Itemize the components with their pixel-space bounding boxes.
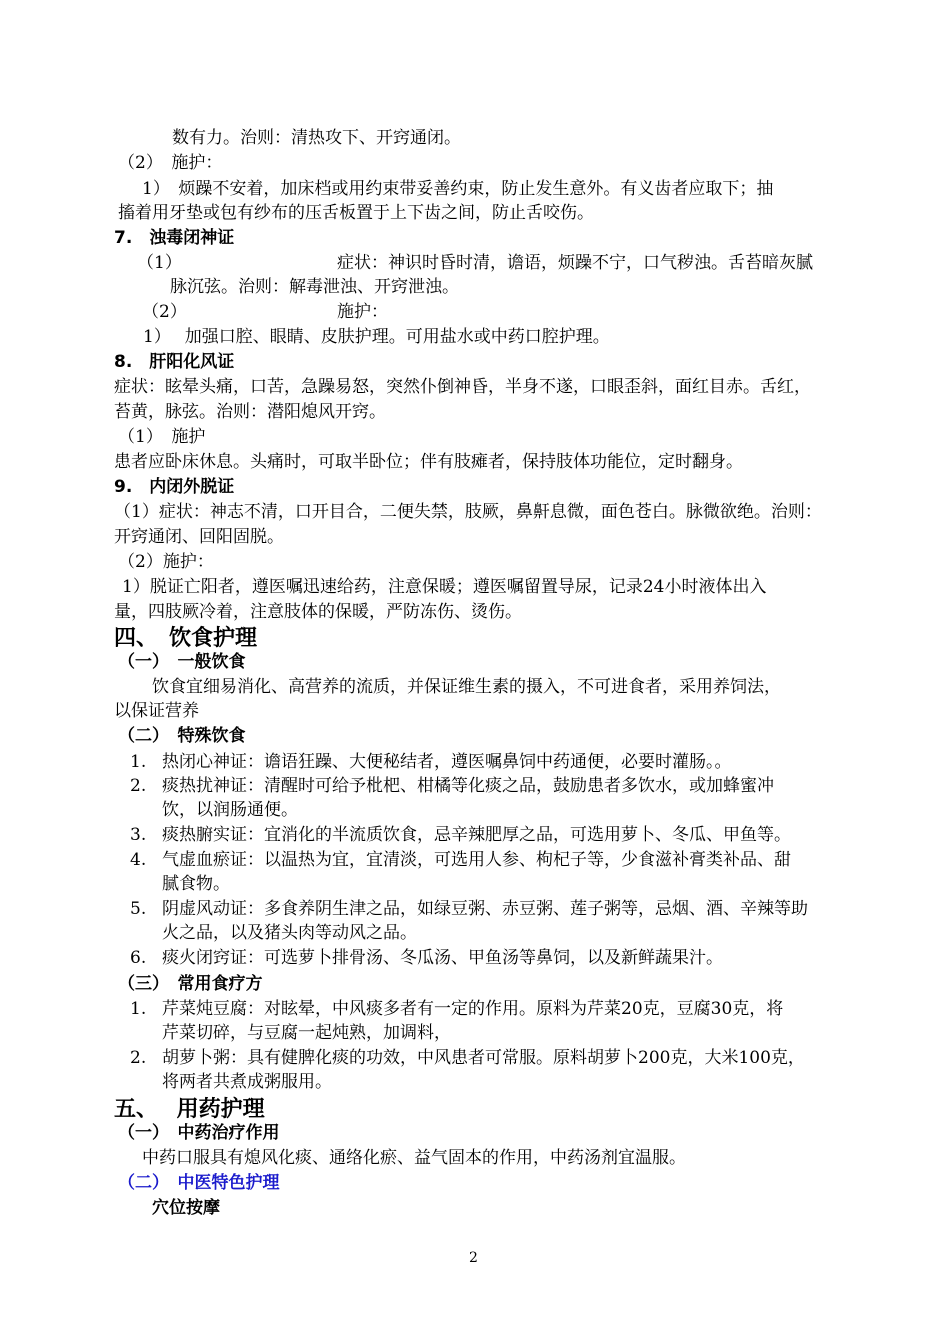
text-line: 症状：神识时昏时清，谵语，烦躁不宁，口气秽浊。舌苔暗灰腻 bbox=[337, 253, 813, 273]
subsection-heading: （一） 一般饮食 bbox=[118, 652, 246, 672]
text-line: （2）施护： bbox=[118, 552, 214, 572]
text-line: 施护： bbox=[337, 302, 388, 322]
list-item-text: 腻食物。 bbox=[162, 874, 230, 894]
text-line: （2） 施护： bbox=[118, 153, 223, 173]
text-line: 苔黄，脉弦。治则：潜阳熄风开窍。 bbox=[114, 402, 386, 422]
chapter-heading: 四、 饮食护理 bbox=[114, 626, 258, 651]
text-line: 1）脱证亡阳者，遵医嘱迅速给药，注意保暖；遵医嘱留置导尿，记录24小时液体出入 bbox=[122, 577, 767, 597]
list-item-text: 芹菜炖豆腐：对眩晕，中风痰多者有一定的作用。原料为芹菜20克，豆腐30克，将 bbox=[162, 999, 784, 1019]
section-heading: 8. 肝阳化风证 bbox=[114, 352, 235, 372]
page-number: 2 bbox=[469, 1250, 478, 1266]
text-line: 数有力。治则：清热攻下、开窍通闭。 bbox=[172, 128, 461, 148]
list-item-text: 胡萝卜粥：具有健脾化痰的功效，中风患者可常服。原料胡萝卜200克，大米100克， bbox=[162, 1048, 805, 1068]
text-line: 量，四肢厥冷着，注意肢体的保暖，严防冻伤、烫伤。 bbox=[114, 602, 522, 622]
chapter-heading: 五、 用药护理 bbox=[114, 1097, 265, 1122]
list-item-text: 气虚血瘀证：以温热为宜，宜清淡，可选用人参、枸杞子等，少食滋补膏类补品、甜 bbox=[162, 850, 791, 870]
list-number: 3. bbox=[130, 825, 147, 845]
list-number: 6. bbox=[130, 948, 147, 968]
list-item-text: 饮，以润肠通便。 bbox=[162, 800, 298, 820]
item-heading: 穴位按摩 bbox=[152, 1198, 220, 1218]
text-line: （1）症状：神志不清，口开目合，二便失禁，肢厥，鼻鼾息微，面色苍白。脉微欲绝。治则： bbox=[114, 502, 822, 522]
subsection-heading: （二） 特殊饮食 bbox=[118, 726, 246, 746]
text-line: 饮食宜细易消化、高营养的流质，并保证维生素的摄入，不可进食者，采用养饲法， bbox=[152, 677, 781, 697]
text-line: （2） bbox=[142, 302, 187, 322]
list-number: 1. bbox=[130, 999, 147, 1019]
text-line: 搐着用牙垫或包有纱布的压舌板置于上下齿之间，防止舌咬伤。 bbox=[118, 203, 594, 223]
text-line: （1） 施护 bbox=[118, 427, 206, 447]
text-line: 脉沉弦。治则：解毒泄浊、开窍泄浊。 bbox=[170, 277, 459, 297]
text-line: 1） 烦躁不安着，加床档或用约束带妥善约束，防止发生意外。有义齿者应取下；抽 bbox=[142, 179, 774, 199]
text-line: 症状：眩晕头痛，口苦，急躁易怒，突然仆倒神昏，半身不遂，口眼歪斜，面红目赤。舌红， bbox=[114, 377, 811, 397]
list-number: 2. bbox=[130, 776, 147, 796]
subsection-heading: （三） 常用食疗方 bbox=[118, 974, 263, 994]
list-number: 4. bbox=[130, 850, 147, 870]
list-item-text: 痰热扰神证：清醒时可给予枇杷、柑橘等化痰之品，鼓励患者多饮水，或加蜂蜜冲 bbox=[162, 776, 774, 796]
text-line: 1） 加强口腔、眼睛、皮肤护理。可用盐水或中药口腔护理。 bbox=[143, 327, 610, 347]
text-line: （1） bbox=[137, 253, 182, 273]
list-item-text: 痰火闭窍证：可选萝卜排骨汤、冬瓜汤、甲鱼汤等鼻饲，以及新鲜蔬果汁。 bbox=[162, 948, 723, 968]
list-item-text: 痰热腑实证：宜消化的半流质饮食，忌辛辣肥厚之品，可选用萝卜、冬瓜、甲鱼等。 bbox=[162, 825, 791, 845]
section-heading: 9. 内闭外脱证 bbox=[114, 477, 235, 497]
list-item-text: 火之品，以及猪头肉等动风之品。 bbox=[162, 923, 417, 943]
text-line: 开窍通闭、回阳固脱。 bbox=[114, 527, 284, 547]
list-number: 2. bbox=[130, 1048, 147, 1068]
list-item-text: 芹菜切碎，与豆腐一起炖熟，加调料， bbox=[162, 1023, 451, 1043]
list-number: 5. bbox=[130, 899, 147, 919]
text-line: 患者应卧床休息。头痛时，可取半卧位；伴有肢瘫者，保持肢体功能位，定时翻身。 bbox=[114, 452, 743, 472]
list-item-text: 热闭心神证：谵语狂躁、大便秘结者，遵医嘱鼻饲中药通便，必要时灌肠。。 bbox=[162, 752, 732, 772]
text-line: 中药口服具有熄风化痰、通络化瘀、益气固本的作用，中药汤剂宜温服。 bbox=[142, 1148, 686, 1168]
subsection-heading: （一） 中药治疗作用 bbox=[118, 1123, 280, 1143]
list-item-text: 阴虚风动证：多食养阴生津之品，如绿豆粥、赤豆粥、莲子粥等，忌烟、酒、辛辣等助 bbox=[162, 899, 808, 919]
subsection-heading-blue: （二） 中医特色护理 bbox=[118, 1173, 280, 1193]
text-line: 以保证营养 bbox=[114, 701, 199, 721]
list-item-text: 将两者共煮成粥服用。 bbox=[162, 1072, 332, 1092]
list-number: 1. bbox=[130, 752, 147, 772]
section-heading: 7. 浊毒闭神证 bbox=[114, 228, 235, 248]
